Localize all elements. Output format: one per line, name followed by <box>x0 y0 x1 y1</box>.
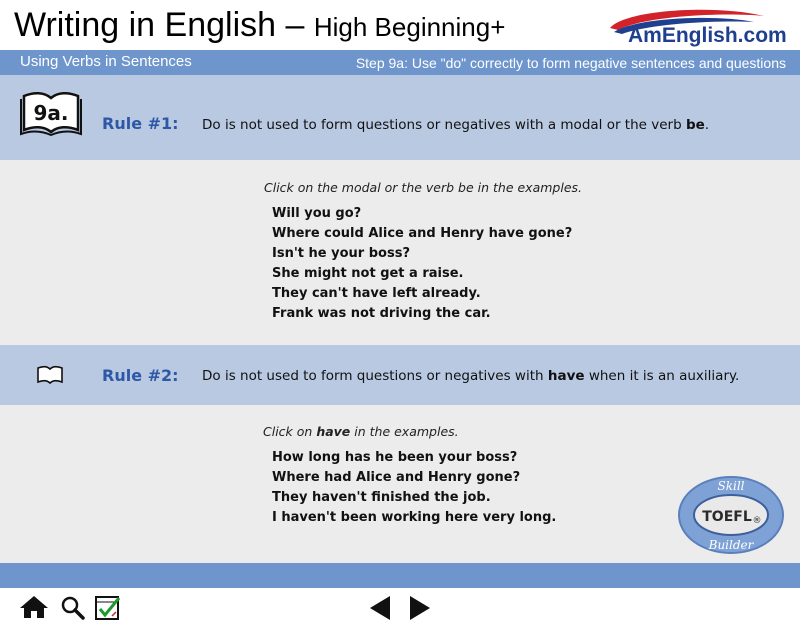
home-icon[interactable] <box>18 594 50 620</box>
previous-arrow-icon[interactable] <box>368 595 392 621</box>
rule-badge: 9a. <box>33 101 69 125</box>
footer-bar <box>0 563 800 588</box>
next-arrow-icon[interactable] <box>408 595 432 621</box>
example-sentence[interactable]: Frank was not driving the car. <box>272 306 491 321</box>
example-sentence[interactable]: She might not get a raise. <box>272 266 464 281</box>
rule-2-band <box>0 345 800 405</box>
example-sentence[interactable]: I haven't been working here very long. <box>272 510 557 525</box>
badge-middle-text: TOEFL <box>702 509 752 525</box>
example-sentence[interactable]: How long has he been your boss? <box>272 450 518 465</box>
title-level: High Beginning+ <box>313 12 506 42</box>
step-title: Step 9a: Use "do" correctly to form negative sentences and questions <box>355 55 786 71</box>
rule-1-band <box>0 75 800 160</box>
logo-text: AmEnglish.com <box>628 24 787 47</box>
title-main: Writing in English – <box>14 6 305 44</box>
rule-2-instruction: Click on have in the examples. <box>263 424 459 439</box>
checklist-icon[interactable] <box>94 594 122 622</box>
rule-1-examples-panel <box>0 160 800 345</box>
example-sentence[interactable]: Isn't he your boss? <box>272 246 410 261</box>
app-header <box>0 0 800 50</box>
example-sentence[interactable]: Where could Alice and Henry have gone? <box>272 226 573 241</box>
navigation-bar <box>0 588 800 625</box>
rule-2-example-list <box>272 448 556 528</box>
example-sentence[interactable]: Where had Alice and Henry gone? <box>272 470 521 485</box>
example-sentence[interactable]: They can't have left already. <box>272 286 481 301</box>
book-icon <box>20 90 82 136</box>
lesson-name: Using Verbs in Sentences <box>20 53 192 70</box>
amenglish-logo[interactable] <box>604 6 794 48</box>
badge-reg-mark: ® <box>752 516 762 526</box>
toefl-skill-builder-badge[interactable] <box>677 475 785 555</box>
lesson-bar <box>0 50 800 75</box>
rule-2-label: Rule #2: <box>102 366 179 385</box>
rule-2-examples-panel <box>0 405 800 563</box>
rule-1-instruction: Click on the modal or the verb be in the examples. <box>264 180 582 195</box>
rule-1-label: Rule #1: <box>102 114 179 133</box>
badge-bottom-text: Builder <box>708 538 754 552</box>
example-sentence[interactable]: They haven't finished the job. <box>272 490 491 505</box>
rule-1-text: Do is not used to form questions or negatives with a modal or the verb be. <box>202 117 710 133</box>
example-sentence[interactable]: Will you go? <box>272 206 362 221</box>
page-title <box>14 6 505 45</box>
rule-1-example-list <box>272 204 572 324</box>
badge-top-text: Skill <box>717 479 745 493</box>
search-icon[interactable] <box>60 595 86 621</box>
rule-2-text: Do is not used to form questions or negatives with have when it is an auxiliary. <box>202 368 740 384</box>
book-icon <box>36 365 64 385</box>
